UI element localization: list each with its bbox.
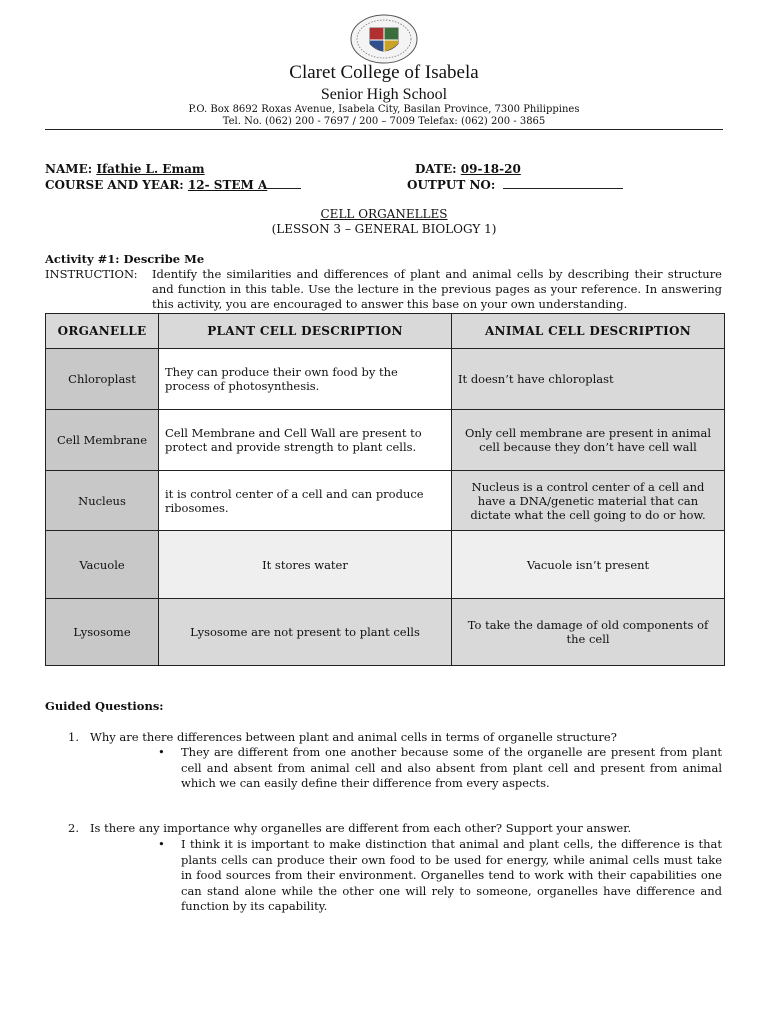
header-plant: PLANT CELL DESCRIPTION [159,314,452,349]
plant-cell: Lysosome are not present to plant cells [159,599,452,666]
plant-cell: They can produce their own food by the process of photosynthesis. [159,349,452,410]
course-blank-line [267,176,301,189]
header-divider [45,129,723,130]
organelle-cell: Vacuole [46,531,159,599]
table-row [46,599,725,666]
organelle-cell: Chloroplast [46,349,159,410]
animal-cell: Nucleus is a control center of a cell and have a DNA/genetic material that can dictate what the cell going to do or how. [452,471,725,531]
date-value: 09-18-20 [460,162,521,176]
bullet-icon: • [158,837,165,851]
date-label: DATE: [415,162,457,176]
table-row [46,531,725,599]
instruction-label: INSTRUCTION: [45,267,138,281]
organelle-table [45,313,725,666]
bullet-icon: • [158,745,165,759]
table-row [46,410,725,471]
question-text: Is there any importance why organelles are different from each other? Support your answer. [90,821,632,835]
question-text: Why are there differences between plant and animal cells in terms of organelle structure? [90,730,617,744]
plant-cell: it is control center of a cell and can produce ribosomes. [159,471,452,531]
college-name: Claret College of Isabela [289,62,479,83]
school-address: P.O. Box 8692 Roxas Avenue, Isabela City, Basilan Province, 7300 Philippines [188,104,580,115]
header-organelle: ORGANELLE [46,314,159,349]
activity-title: Activity #1: Describe Me [45,252,205,266]
answer-2: I think it is important to make distinction that animal and plant cells, the difference is that plants cells can produce their own food to be used for energy, while animal cells must take in food sources from their environment. Organelles tend to work with their capabilities one can stand alone while the other one will rely to someone, organelles have difference and function by its capability. [181,837,722,913]
course-field [45,176,301,192]
organelle-cell: Lysosome [46,599,159,666]
guided-questions-title: Guided Questions: [45,699,164,713]
table-row [46,471,725,531]
animal-cell: Vacuole isn’t present [452,531,725,599]
animal-cell: Only cell membrane are present in animal cell because they don’t have cell wall [452,410,725,471]
school-seal-logo [350,14,418,64]
worksheet-subtitle: (LESSON 3 – GENERAL BIOLOGY 1) [271,222,497,236]
table-header-row [46,314,725,349]
instruction-text: Identify the similarities and differences of plant and animal cells by describing their structure and function in this table. Use the lecture in the previous pages as your reference. In answering this activity, you are encouraged to answer this base on your own understanding. [152,267,722,311]
school-division: Senior High School [320,86,448,103]
header-animal: ANIMAL CELL DESCRIPTION [452,314,725,349]
name-label: NAME: [45,162,93,176]
name-value: Ifathie L. Emam [96,162,205,176]
question-number: 2. [68,821,79,835]
plant-cell: It stores water [159,531,452,599]
name-field [45,162,205,176]
course-label: COURSE AND YEAR: [45,178,184,192]
plant-cell: Cell Membrane and Cell Wall are present to protect and provide strength to plant cells. [159,410,452,471]
animal-cell: To take the damage of old components of the cell [452,599,725,666]
output-blank-line [503,176,623,189]
school-telephone: Tel. No. (062) 200 - 7697 / 200 – 7009 Telefax: (062) 200 - 3865 [222,116,546,127]
organelle-cell: Cell Membrane [46,410,159,471]
question-number: 1. [68,730,79,744]
answer-1: They are different from one another because some of the organelle are present from plant cell and absent from animal cell and also absent from plant cell and present from animal which we can easily define their difference from every aspects. [181,745,722,790]
organelle-cell: Nucleus [46,471,159,531]
worksheet-title: CELL ORGANELLES [320,207,448,221]
animal-cell: It doesn’t have chloroplast [452,349,725,410]
output-label: OUTPUT NO: [407,178,496,192]
course-value: 12- STEM A [187,178,268,192]
table-row [46,349,725,410]
date-field [415,162,521,176]
output-field [407,176,623,192]
